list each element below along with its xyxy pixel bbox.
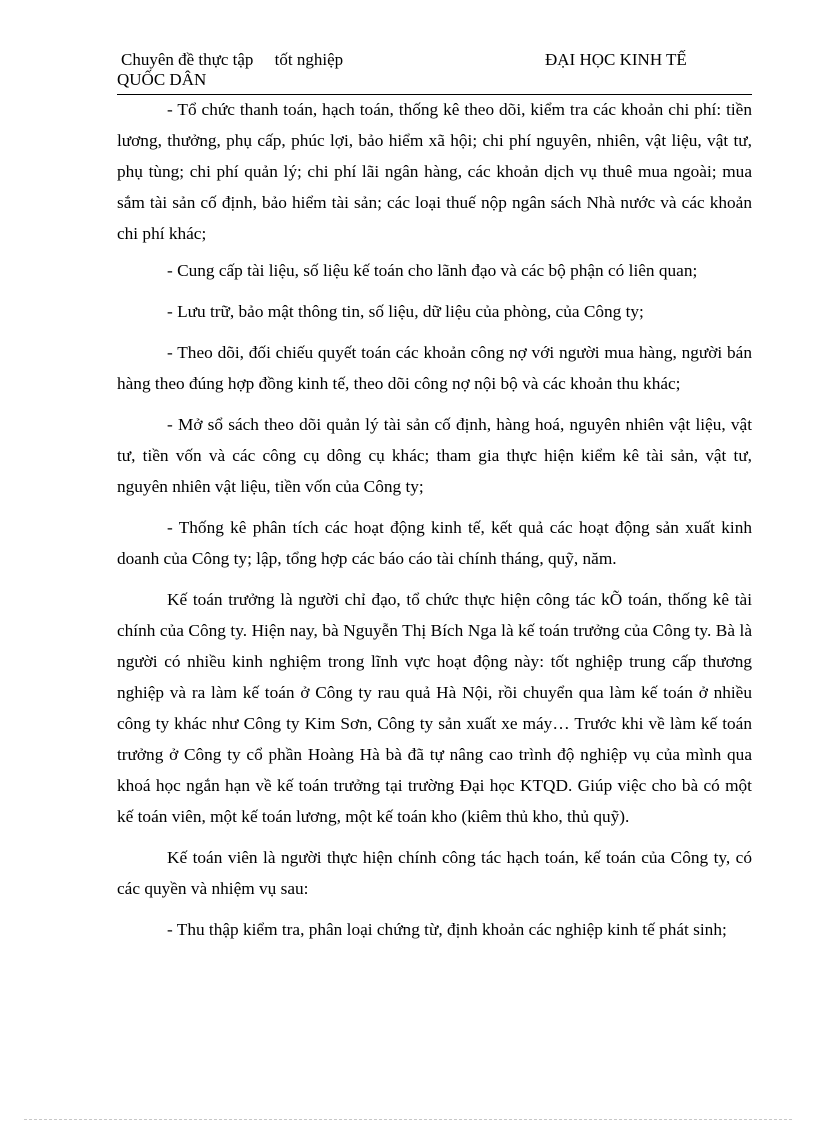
header-document-title: Chuyên đề thực tập tốt nghiệp — [121, 50, 344, 69]
paragraph-accountant-role: Kế toán viên là người thực hiện chính công tác hạch toán, kế toán của Công ty, có các quyền và nhiệm vụ sau: — [117, 848, 752, 898]
paragraph-data-storage: - Lưu trữ, bảo mật thông tin, số liệu, dữ liệu của phòng, của Công ty; — [167, 302, 644, 321]
paragraph-provide-documents: - Cung cấp tài liệu, số liệu kế toán cho lãnh đạo và các bộ phận có liên quan; — [167, 261, 698, 280]
paragraph-document-collection: - Thu thập kiểm tra, phân loại chứng từ, định khoản các nghiệp kinh tế phát sinh; — [167, 920, 727, 939]
paragraph-chief-accountant: Kế toán trưởng là người chỉ đạo, tổ chức thực hiện công tác kÕ toán, thống kê tài chính của Công ty. Hiện nay, bà Nguyễn Thị Bích Nga là kế toán trưởng của Công ty. Bà là người có nhiều kinh nghiệm trong lĩnh vực hoạt động này: tốt nghiệp trung cấp thương nghiệp và ra làm kế toán ở Công ty rau quả Hà Nội, rồi chuyển qua làm kế toán ở nhiều công ty khác như Công ty Kim Sơn, Công ty sản xuất xe máy… Trước khi về làm kế toán trưởng ở Công ty cổ phần Hoàng Hà bà đã tự nâng cao trình độ nghiệp vụ của mình qua khoá học ngắn hạn về kế toán trưởng tại trường Đại học KTQD. Giúp việc cho bà có một kế toán viên, một kế toán lương, một kế toán kho (kiêm thủ kho, thủ quỹ). — [117, 590, 752, 826]
header-university-name-continued: QUỐC DÂN — [117, 70, 207, 89]
header-university-name: ĐẠI HỌC KINH TẾ — [545, 50, 687, 69]
paragraph-expense-tracking: - Tổ chức thanh toán, hạch toán, thống kê theo dõi, kiểm tra các khoản chi phí: tiền lương, thưởng, phụ cấp, phúc lợi, bảo hiểm xã hội; chi phí nguyên, nhiên, vật liệu, vật tư, phụ tùng; chi phí quản lý; chi phí lãi ngân hàng, các khoản dịch vụ thuê mua ngoài; mua sắm tài sản cố định, bảo hiểm tài sản; các loại thuế nộp ngân sách Nhà nước và các khoản chi phí khác; — [117, 100, 752, 243]
page-bottom-border — [24, 1119, 792, 1120]
paragraph-economic-analysis: - Thống kê phân tích các hoạt động kinh tế, kết quả các hoạt động sản xuất kinh doanh của Công ty; lập, tổng hợp các báo cáo tài chính tháng, quỹ, năm. — [117, 518, 752, 568]
paragraph-debt-reconciliation: - Theo dõi, đối chiếu quyết toán các khoản công nợ với người mua hàng, người bán hàng theo đúng hợp đồng kinh tế, theo dõi công nợ nội bộ và các khoản thu khác; — [117, 343, 752, 393]
page-header — [117, 50, 752, 95]
paragraph-asset-ledger: - Mở sổ sách theo dõi quản lý tài sản cố định, hàng hoá, nguyên nhiên vật liệu, vật tư, tiền vốn và các công cụ dông cụ khác; tham gia thực hiện kiểm kê tài sản, vật tư, nguyên nhiên vật liệu, tiền vốn của Công ty; — [117, 415, 752, 496]
document-body — [117, 94, 752, 945]
